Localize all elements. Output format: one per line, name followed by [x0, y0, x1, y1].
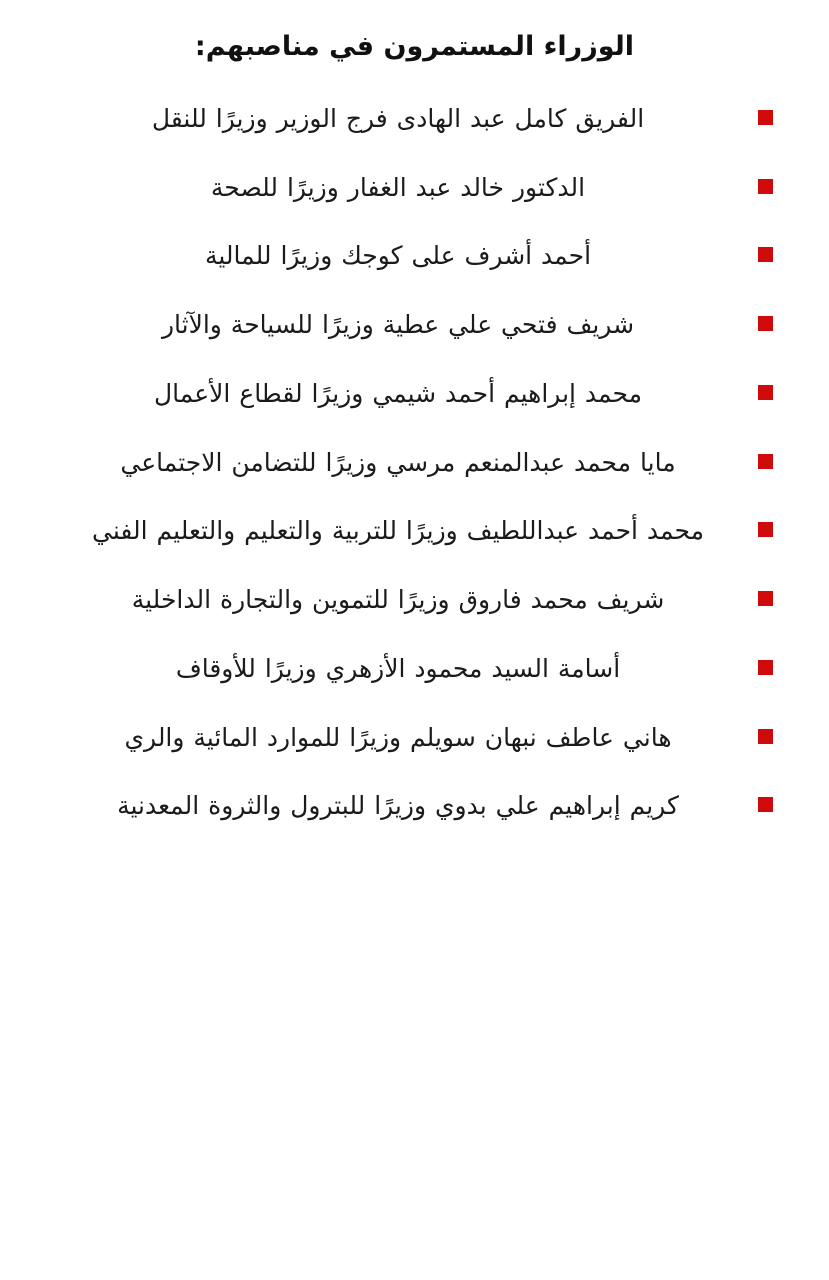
page-title: الوزراء المستمرون في مناصبهم: — [194, 31, 635, 62]
square-bullet-icon — [758, 385, 773, 400]
square-bullet-icon — [758, 316, 773, 331]
list-item-label: محمد أحمد عبداللطيف وزيرًا للتربية والتعليم والتعليم الفني — [91, 516, 705, 546]
list-item — [56, 237, 773, 276]
square-bullet-icon — [758, 247, 773, 262]
list-item-label: أحمد أشرف على كوجك وزيرًا للمالية — [204, 241, 592, 271]
square-bullet-icon — [758, 522, 773, 537]
list-item-label: مايا محمد عبدالمنعم مرسي وزيرًا للتضامن الاجتماعي — [120, 447, 676, 477]
list-item — [56, 169, 773, 208]
square-bullet-icon — [758, 179, 773, 194]
square-bullet-icon — [758, 454, 773, 469]
list-item — [56, 444, 773, 483]
list-item — [56, 581, 773, 620]
ministers-list — [56, 100, 773, 826]
square-bullet-icon — [758, 797, 773, 812]
list-item — [56, 787, 773, 826]
list-item-label: محمد إبراهيم أحمد شيمي وزيرًا لقطاع الأعمال — [153, 378, 643, 408]
list-item — [56, 306, 773, 345]
list-item-label: شريف محمد فاروق وزيرًا للتموين والتجارة الداخلية — [131, 585, 665, 615]
list-item-label: الفريق كامل عبد الهادى فرج الوزير وزيرًا للنقل — [151, 103, 645, 133]
list-item — [56, 512, 773, 551]
list-item — [56, 719, 773, 758]
list-item-label: هاني عاطف نبهان سويلم وزيرًا للموارد المائية والري — [124, 722, 672, 752]
square-bullet-icon — [758, 660, 773, 675]
square-bullet-icon — [758, 110, 773, 125]
list-item-label: الدكتور خالد عبد الغفار وزيرًا للصحة — [210, 172, 586, 202]
list-item-label: كريم إبراهيم علي بدوي وزيرًا للبترول والثروة المعدنية — [117, 791, 679, 821]
square-bullet-icon — [758, 729, 773, 744]
list-item — [56, 650, 773, 689]
list-item — [56, 100, 773, 139]
list-item — [56, 375, 773, 414]
list-item-label: شريف فتحي علي عطية وزيرًا للسياحة والآثار — [161, 310, 635, 340]
list-item-label: أسامة السيد محمود الأزهري وزيرًا للأوقاف — [175, 653, 621, 683]
square-bullet-icon — [758, 591, 773, 606]
